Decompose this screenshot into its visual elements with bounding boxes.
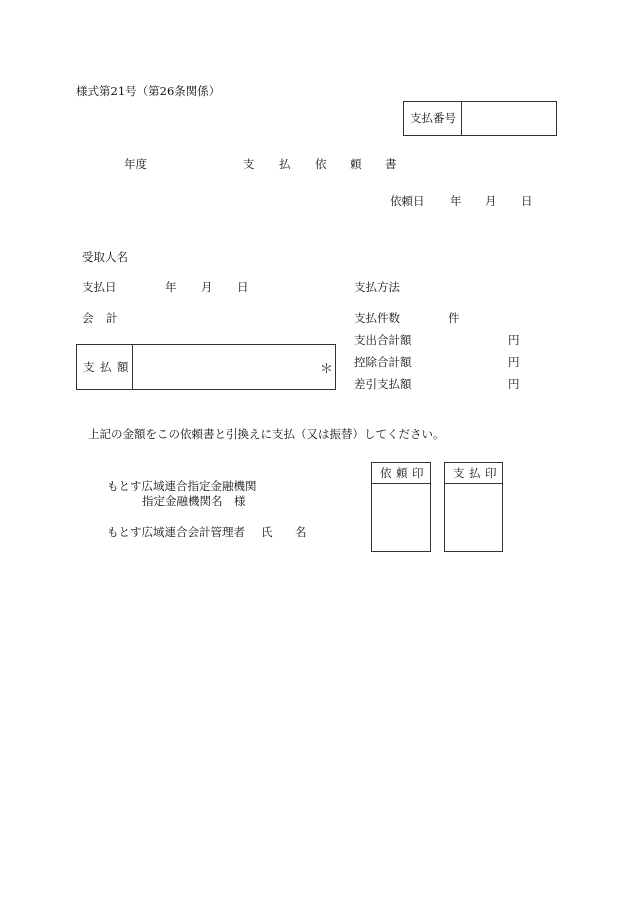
bank-line-1: もとす広域連合指定金融機関 bbox=[107, 479, 257, 493]
payment-number-label: 支払番号 bbox=[410, 111, 456, 125]
name-label-char: 名 bbox=[295, 525, 307, 539]
account-label-char: 会 bbox=[82, 311, 94, 325]
total-label: 差引支払額 bbox=[354, 377, 412, 391]
payment-amount-input[interactable] bbox=[133, 345, 335, 389]
account-label-char: 計 bbox=[106, 311, 118, 325]
title-char: 支 bbox=[243, 157, 255, 171]
total-unit: 円 bbox=[508, 377, 520, 391]
seal-label-char: 印 bbox=[485, 466, 497, 480]
fiscal-year-label: 年度 bbox=[124, 157, 147, 171]
name-label-char: 氏 bbox=[261, 525, 273, 539]
payment-number-box bbox=[403, 101, 557, 136]
seal-label-char: 頼 bbox=[396, 466, 408, 480]
title-char: 書 bbox=[385, 157, 397, 171]
payment-date-label: 支払日 bbox=[82, 280, 117, 294]
total-unit: 円 bbox=[508, 333, 520, 347]
title-char: 頼 bbox=[350, 157, 362, 171]
total-label: 控除合計額 bbox=[354, 355, 412, 369]
request-date-month: 月 bbox=[485, 194, 497, 208]
payment-amount-label-char: 支 bbox=[83, 360, 95, 374]
request-date-label: 依頼日 bbox=[390, 194, 425, 208]
total-unit: 円 bbox=[508, 355, 520, 369]
seal-label-char: 依 bbox=[380, 466, 392, 480]
request-sentence: 上記の金額をこの依頼書と引換えに支払（又は振替）してください。 bbox=[88, 427, 445, 441]
payment-date-day: 日 bbox=[237, 280, 249, 294]
payment-count-unit: 件 bbox=[448, 311, 460, 325]
payment-seal-area[interactable] bbox=[445, 484, 502, 551]
total-label: 支出合計額 bbox=[354, 333, 412, 347]
payment-count-label: 支払件数 bbox=[354, 311, 400, 325]
payment-date-year: 年 bbox=[165, 280, 177, 294]
payment-amount-box bbox=[76, 344, 336, 390]
title-char: 払 bbox=[279, 157, 291, 171]
bank-line-2: 指定金融機関名 様 bbox=[142, 494, 246, 508]
amount-mark: ＊ bbox=[320, 362, 334, 377]
payment-date-month: 月 bbox=[201, 280, 213, 294]
recipient-label: 受取人名 bbox=[82, 250, 128, 264]
payment-amount-label-char: 払 bbox=[100, 360, 112, 374]
seal-label-char: 支 bbox=[453, 466, 465, 480]
payment-number-input[interactable] bbox=[462, 102, 556, 135]
manager-label: もとす広域連合会計管理者 bbox=[107, 525, 245, 539]
payment-amount-label-char: 額 bbox=[117, 360, 129, 374]
request-seal-area[interactable] bbox=[372, 484, 430, 551]
seal-label-char: 払 bbox=[469, 466, 481, 480]
seal-label-char: 印 bbox=[412, 466, 424, 480]
payment-method-label: 支払方法 bbox=[354, 280, 400, 294]
payment-seal-box bbox=[444, 462, 503, 552]
request-date-year: 年 bbox=[450, 194, 462, 208]
title-char: 依 bbox=[315, 157, 327, 171]
request-seal-box bbox=[371, 462, 431, 552]
request-date-day: 日 bbox=[521, 194, 533, 208]
form-number: 様式第21号（第26条関係） bbox=[76, 84, 221, 98]
